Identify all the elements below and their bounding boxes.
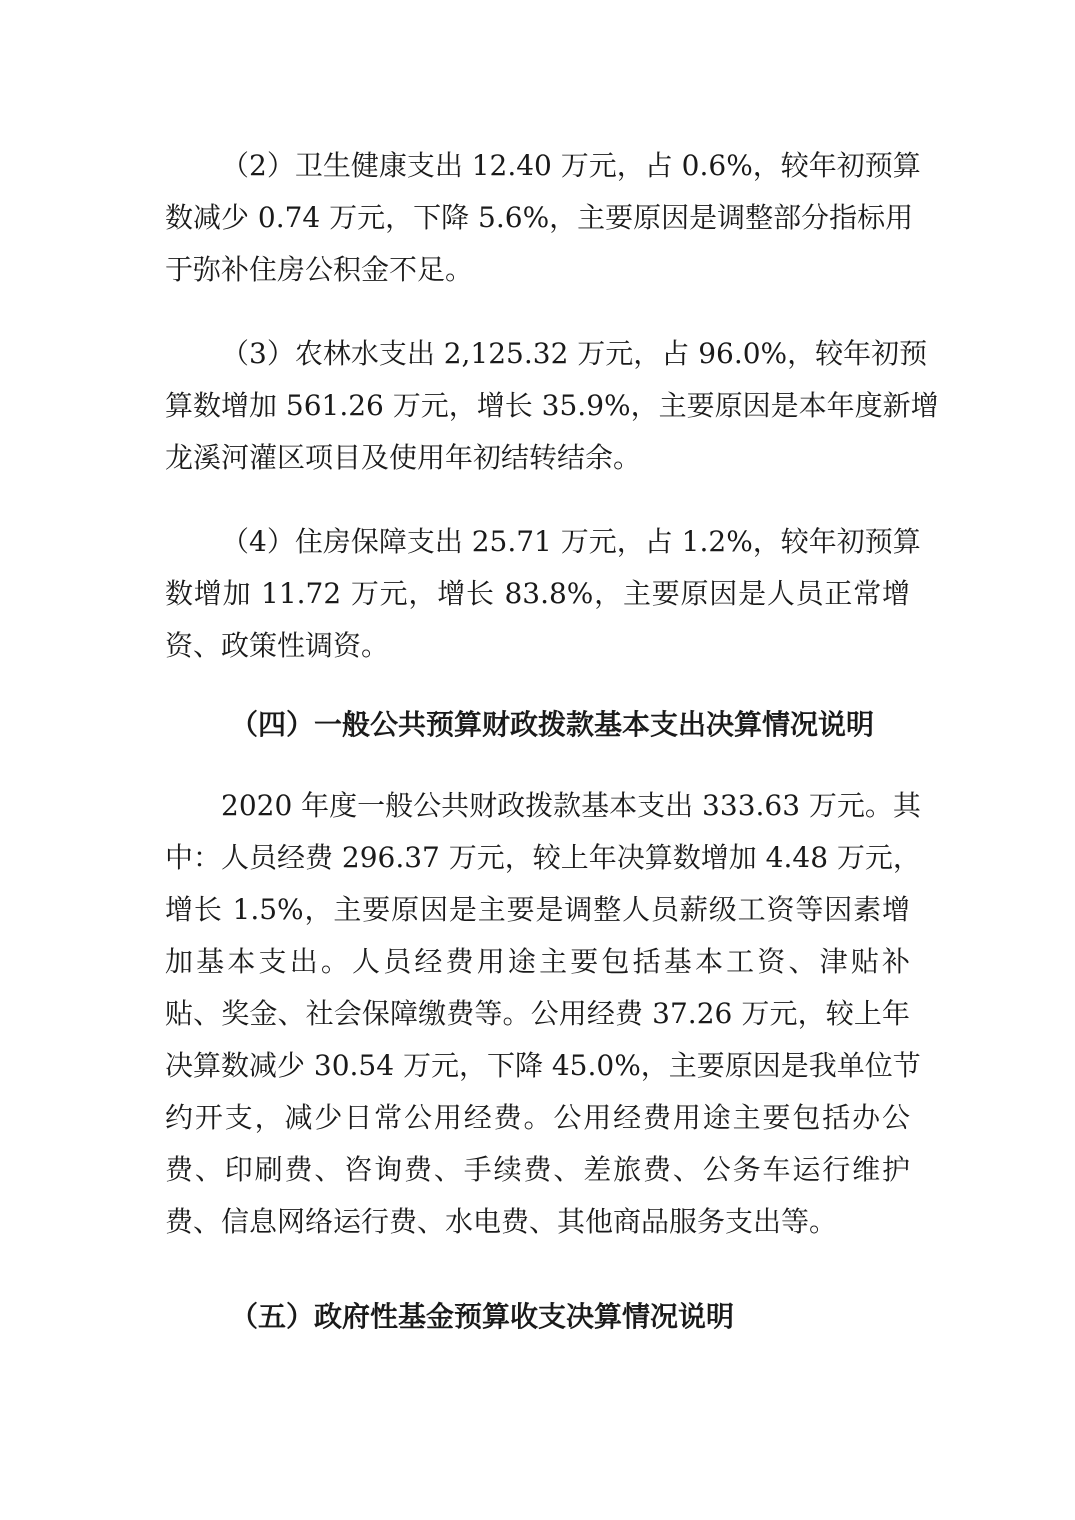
paragraph-3-line-1: （3）农林水支出 2,125.32 万元，占 96.0%，较年初预 xyxy=(221,337,928,370)
paragraph-5-line-2: 中：人员经费 296.37 万元，较上年决算数增加 4.48 万元， xyxy=(165,841,921,874)
paragraph-5-line-1: 2020 年度一般公共财政拨款基本支出 333.63 万元。其 xyxy=(221,789,921,822)
paragraph-5-line-9: 费、信息网络运行费、水电费、其他商品服务支出等。 xyxy=(165,1205,838,1238)
paragraph-4-line-1: （4）住房保障支出 25.71 万元，占 1.2%，较年初预算 xyxy=(221,525,921,558)
section-heading-5: （五）政府性基金预算收支决算情况说明 xyxy=(230,1300,735,1333)
paragraph-3-line-2: 算数增加 561.26 万元，增长 35.9%，主要原因是本年度新增 xyxy=(165,389,939,422)
paragraph-4-line-3: 资、政策性调资。 xyxy=(165,629,390,662)
paragraph-2-line-2: 数减少 0.74 万元，下降 5.6%，主要原因是调整部分指标用 xyxy=(165,201,914,234)
paragraph-4-line-2: 数增加 11.72 万元，增长 83.8%，主要原因是人员正常增 xyxy=(165,577,910,610)
paragraph-3-line-3: 龙溪河灌区项目及使用年初结转结余。 xyxy=(165,441,642,474)
paragraph-5-line-8: 费、印刷费、咨询费、手续费、差旅费、公务车运行维护 xyxy=(165,1153,910,1186)
paragraph-2-line-3: 于弥补住房公积金不足。 xyxy=(165,253,474,286)
paragraph-5-line-3: 增长 1.5%，主要原因是主要是调整人员薪级工资等因素增 xyxy=(165,893,910,926)
paragraph-2-line-1: （2）卫生健康支出 12.40 万元，占 0.6%，较年初预算 xyxy=(221,149,921,182)
paragraph-5-line-7: 约开支，减少日常公用经费。公用经费用途主要包括办公 xyxy=(165,1101,910,1134)
paragraph-5-line-5: 贴、奖金、社会保障缴费等。公用经费 37.26 万元，较上年 xyxy=(165,997,910,1030)
section-heading-4: （四）一般公共预算财政拨款基本支出决算情况说明 xyxy=(230,708,875,741)
paragraph-5-line-6: 决算数减少 30.54 万元，下降 45.0%，主要原因是我单位节 xyxy=(165,1049,921,1082)
paragraph-5-line-4: 加基本支出。人员经费用途主要包括基本工资、津贴补 xyxy=(165,945,910,978)
